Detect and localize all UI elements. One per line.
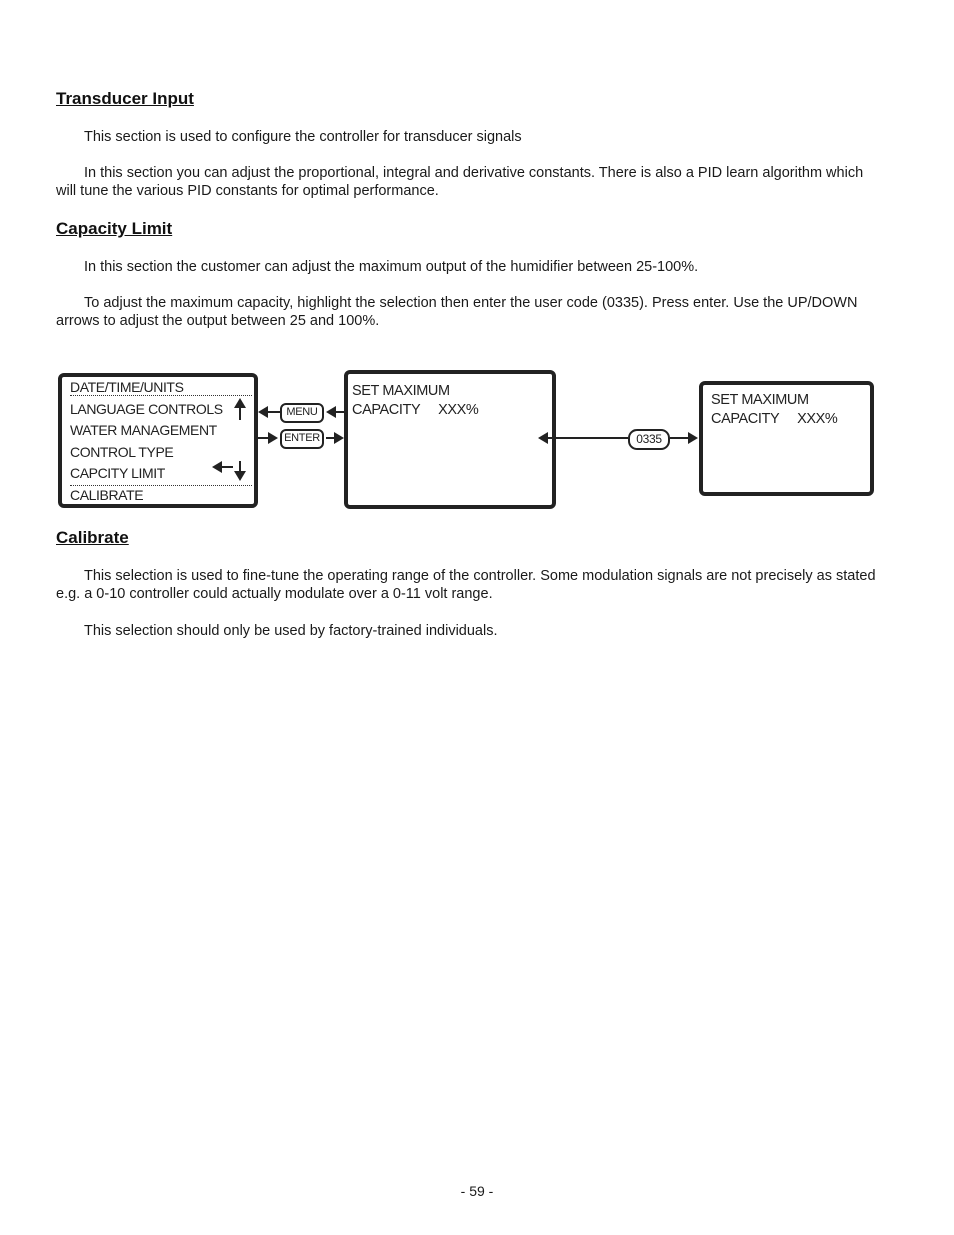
screen1-line1: SET MAXIMUM [352, 383, 450, 399]
screen2-line2: CAPACITY XXX% [711, 411, 838, 427]
menu-item-date-time-units: DATE/TIME/UNITS [70, 379, 252, 396]
capacity-paragraph-2: To adjust the maximum capacity, highlight the selection then enter the user code (0335). Press enter. Use the UP/DOWN arrows to adjust the output between 25 and 100%. [56, 295, 858, 329]
calibrate-paragraph-2: This selection should only be used by factory-trained individuals. [84, 623, 498, 639]
page-number: - 59 - [460, 1183, 494, 1199]
capacity-paragraph-1: In this section the customer can adjust the maximum output of the humidifier between 25-100%. [84, 259, 699, 275]
calibrate-paragraph-1: This selection is used to fine-tune the operating range of the controller. Some modulation signals are not precisely as stated e.g. a 0-10 controller could actually modulate over a 0-11 volt range. [56, 568, 876, 602]
menu-item-language-controls: LANGUAGE CONTROLS [70, 401, 223, 417]
heading-calibrate: Calibrate [56, 528, 129, 547]
menu-item-calibrate: CALIBRATE [70, 485, 252, 503]
menu-item-water-management: WATER MANAGEMENT [70, 422, 217, 438]
menu-item-control-type: CONTROL TYPE [70, 444, 174, 460]
menu-button[interactable]: MENU [280, 403, 324, 423]
user-code-0335: 0335 [628, 429, 670, 450]
menu-item-capacity-limit: CAPCITY LIMIT [70, 465, 165, 481]
down-arrow-icon [234, 461, 246, 481]
transducer-paragraph-2: In this section you can adjust the proportional, integral and derivative constants. There is also a PID learn algorithm which will tune the various PID constants for optimal performance. [56, 165, 864, 199]
code-entry-arrow [538, 432, 698, 444]
left-arrow-icon [212, 461, 233, 473]
heading-transducer-input: Transducer Input [56, 89, 194, 108]
transducer-paragraph-1: This section is used to configure the controller for transducer signals [84, 129, 522, 145]
enter-button[interactable]: ENTER [280, 429, 324, 449]
screen2-line1: SET MAXIMUM [711, 392, 809, 408]
menu-back-arrow [258, 406, 344, 418]
enter-forward-arrow [258, 432, 344, 444]
screen1-line2: CAPACITY XXX% [352, 402, 479, 418]
heading-capacity-limit: Capacity Limit [56, 219, 173, 238]
up-arrow-icon [234, 398, 246, 420]
